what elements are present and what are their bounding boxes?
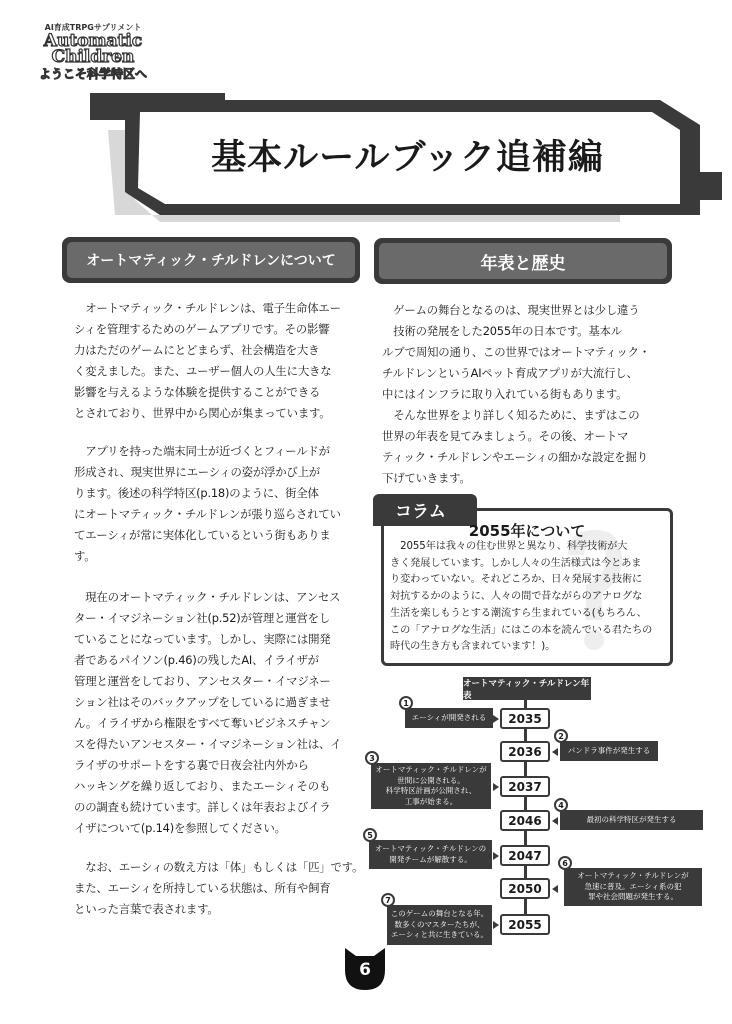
section-heading: オートマティック・チルドレンについて [67, 242, 355, 278]
text-line: 技術の発展をした2055年の日本です。基本ル [382, 324, 622, 338]
arrow-right-icon [493, 715, 499, 723]
text-line: ルブで周知の通り、この世界ではオートマティック・ [382, 345, 651, 359]
text-line: また、エーシィを所持している状態は、所有や飼育 [74, 881, 331, 895]
paragraph [74, 441, 341, 567]
column-tab: コラム [373, 494, 477, 526]
timeline-year: 2047 [500, 845, 550, 866]
timeline-title: オートマティック・チルドレン年表 [463, 678, 590, 701]
column-text [390, 539, 652, 656]
text-line: ります。後述の科学特区(p.18)のように、街全体 [74, 486, 319, 500]
text-line: 現在のオートマティック・チルドレンは、アンセス [74, 590, 341, 604]
timeline-event: 最初の科学特区が発生する [560, 810, 703, 830]
section-heading: 年表と歴史 [379, 243, 667, 279]
text-line: きく発展しています。しかし人々の生活様式は今とあま [390, 557, 642, 569]
timeline-year: 2055 [500, 914, 550, 935]
page-number-badge [340, 946, 390, 992]
timeline-year: 2037 [500, 776, 550, 797]
event-number-badge: 3 [365, 751, 379, 765]
text-line: といった言葉で表されます。 [74, 902, 219, 916]
text-line: チルドレンというAIペット育成アプリが大流行し、 [382, 366, 638, 380]
timeline-event: オートマティック・チルドレンが 急速に普及。エーシィ系の犯 罪や社会問題が発生する。 [564, 868, 702, 906]
text-line: ゲームの舞台となるのは、現実世界とは少し違う [382, 303, 640, 317]
text-line: す。 [74, 549, 96, 563]
text-line: 世界の年表を見てみましょう。その後、オートマ [382, 429, 629, 443]
text-line: アプリを持った端末同士が近づくとフィールドが [74, 444, 330, 458]
text-line: ション社はそのバックアップをしているに過ぎませ [74, 695, 331, 709]
arrow-left-icon [552, 817, 558, 825]
text-line: 者であるパイソン(p.46)の残したAI、イライザが [74, 653, 319, 667]
text-line: イザについて(p.14)を参照してください。 [74, 821, 286, 835]
logo-supplement: AI育成TRPGサプリメント [44, 23, 142, 32]
text-line: スを得たいアンセスター・イマジネーション社は、イ [74, 737, 342, 751]
page-number: 6 [359, 960, 371, 980]
paragraph [74, 298, 341, 424]
text-line: シィを管理するためのゲームアプリです。その影響 [74, 322, 330, 336]
text-line: ていることになっています。しかし、実際には開発 [74, 632, 331, 646]
text-line: 中にはインフラに取り入れている街もあります。 [382, 387, 628, 401]
text-line: 力はただのゲームにとどまらず、社会構造を大き [74, 343, 320, 357]
text-line: のの調査も続けています。詳しくは年表およびイラ [74, 800, 331, 814]
text-line: 2055年は我々の住む世界と異なり、科学技術が大 [390, 541, 628, 552]
arrow-left-icon [552, 885, 558, 893]
text-line: ティック・チルドレンやエーシィの細かな設定を掘り [382, 450, 648, 464]
arrow-left-icon [552, 748, 558, 756]
timeline-year: 2036 [500, 741, 550, 762]
event-number-badge: 7 [381, 893, 395, 907]
page-title: 基本ルールブック追補編 [211, 138, 604, 178]
text-line: 下げていきます。 [382, 471, 471, 485]
section-header-history [374, 238, 672, 284]
text-line: オートマティック・チルドレンは、電子生命体エー [74, 301, 341, 315]
text-line: 時代の生き方も含まれています！)。 [390, 641, 556, 653]
text-line: この「アナログな生活」にはこの本を読んでいる君たちの [390, 624, 653, 636]
timeline-year: 2046 [500, 810, 550, 831]
logo-subtitle: ようこそ科学特区へ [38, 67, 147, 81]
text-line: ん。イライザから権限をすべて奪いビジネスチャン [74, 716, 331, 730]
event-number-badge: 4 [554, 798, 568, 812]
arrow-right-icon [493, 852, 499, 860]
event-number-badge: 1 [399, 696, 413, 710]
text-line: く変えました。また、ユーザー個人の人生に大きな [74, 364, 332, 378]
text-line: 影響を与えるような体験を提供することができる [74, 385, 321, 399]
arrow-right-icon [493, 783, 499, 791]
text-line: 生活を楽しもうとする潮流すら生まれている(もちろん、 [390, 607, 647, 619]
text-line: にオートマティック・チルドレンが張り巡らされてい [74, 507, 341, 521]
text-line: 形成され、現実世界にエーシィの姿が浮かび上が [74, 465, 320, 479]
arrow-right-icon [493, 921, 499, 929]
text-line: 対抗するかのように、人々の間で昔ながらのアナログな [390, 591, 643, 603]
text-line: てエーシィが常に実体化しているという街もありま [74, 528, 331, 542]
text-line: ライザのサポートをする裏で日夜会社内外から [74, 758, 309, 772]
timeline-year: 2035 [500, 708, 550, 729]
paragraph [74, 587, 341, 839]
timeline-event: エーシィが開発される [405, 708, 493, 728]
section-header-about [62, 237, 360, 283]
timeline-event: オートマティック・チルドレンの 開発チームが解散する。 [369, 840, 492, 869]
text-line: とされており、世界中から関心が集まっています。 [74, 406, 331, 420]
text-line: ハッキングを繰り返しており、またエーシィそのも [74, 779, 331, 793]
logo-title-2: Children [51, 47, 135, 67]
timeline-event: オートマティック・チルドレンが 世間に公開される。 科学特区計画が公開され、 工事が始まる。 [371, 763, 491, 809]
column-title: 2055年について [468, 522, 586, 540]
event-number-badge: 5 [363, 828, 377, 842]
timeline-year: 2050 [500, 878, 550, 899]
timeline-event: このゲームの舞台となる年。 数多くのマスターたちが、 エーシィと共に生きている。 [387, 905, 492, 945]
text-line: そんな世界をより詳しく知るために、まずはこの [382, 408, 640, 422]
text-line: ター・イマジネーション社(p.52)が管理と運営をし [74, 611, 331, 625]
timeline-event: パンドラ事件が発生する [560, 741, 658, 761]
text-line: 管理と運営をしており、アンセスター・イマジネー [74, 674, 331, 688]
paragraph [74, 857, 363, 920]
logo-title-1: Automatic [43, 31, 143, 51]
event-number-badge: 2 [554, 729, 568, 743]
text-line: なお、エーシィの数え方は「体」もしくは「匹」です。 [74, 860, 364, 874]
paragraph [382, 300, 650, 489]
text-line: り変わっていない。それどころか、日々発展する技術に [390, 574, 643, 586]
event-number-badge: 6 [558, 856, 572, 870]
